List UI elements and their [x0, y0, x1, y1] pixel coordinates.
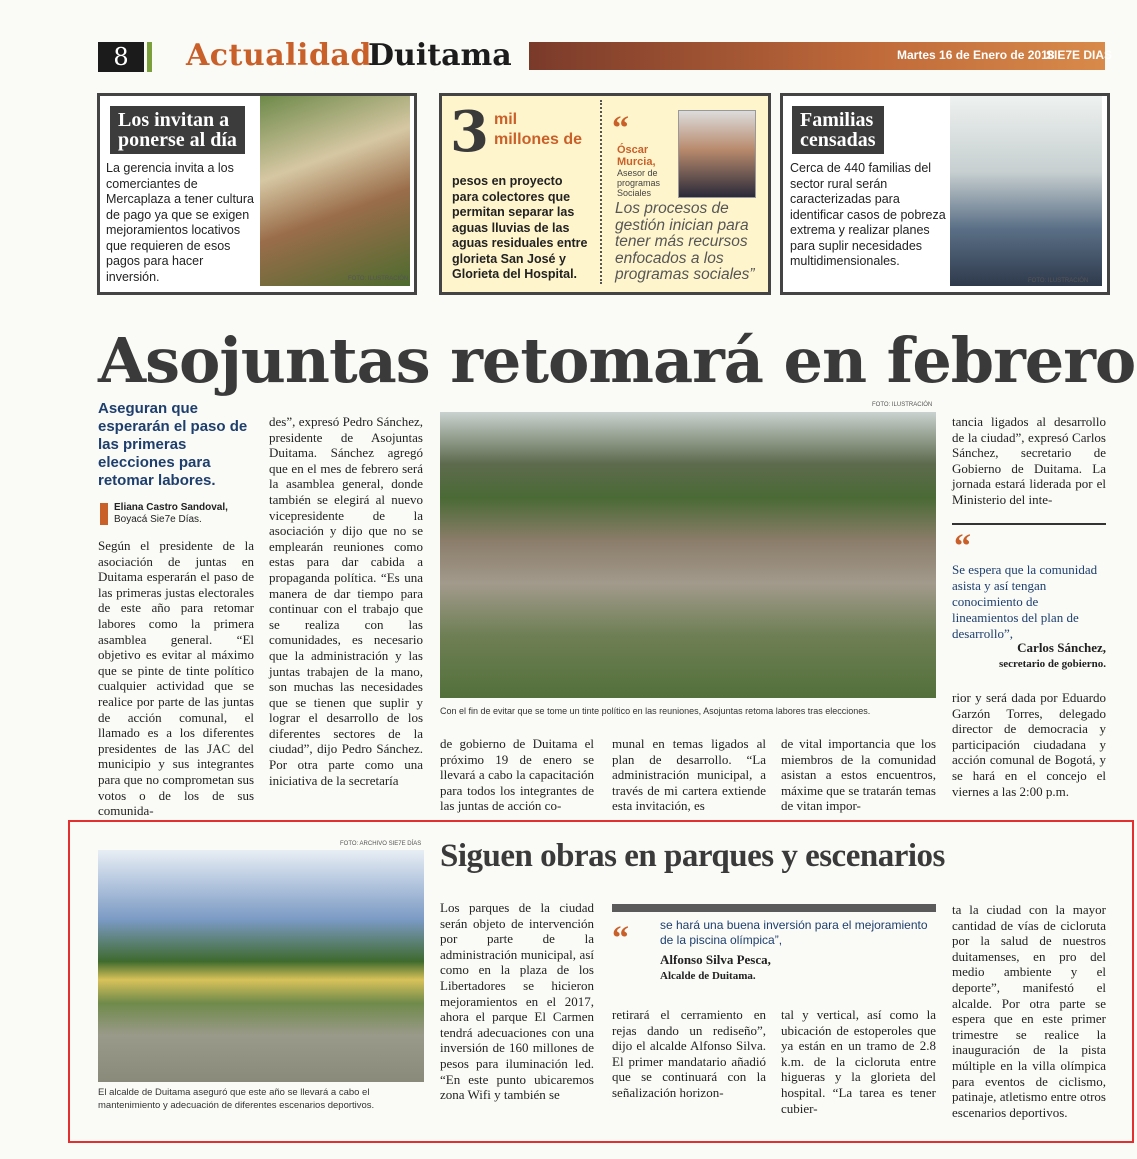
box-text: Cerca de 440 familias del sector rural serán caracterizadas para identificar casos de pobreza extrema y realizar planes para suplir necesidades multidimensionales. [790, 161, 946, 268]
pull-quote: se hará una buena inversión para el mejoramiento de la piscina olímpica”, [660, 918, 928, 947]
box-tag-line1: Los invitan a [118, 109, 230, 131]
photo-credit: FOTO: ARCHIVO SIE7E DÍAS [340, 841, 422, 847]
divider [600, 100, 602, 284]
person-name-1: Óscar [617, 144, 649, 156]
author-marker [100, 503, 108, 525]
person-role: Asesor de programas Sociales [617, 168, 661, 198]
quote-icon: “ [612, 920, 629, 957]
article-column-3: tal y vertical, así como la ubicación de estoperoles que ya están en un tramo de 2.8 k.m. de la cicloruta entre higueras y la glorieta del hospital. “La tarea es tener cubier- [781, 1007, 936, 1116]
box-tag-line2: censadas [800, 129, 876, 151]
photo-credit: FOTO: ILUSTRACIÓN [1028, 278, 1089, 284]
photo-credit: FOTO: ILUSTRACIÓN [872, 402, 933, 408]
big-number: 3 [450, 99, 489, 165]
quote-icon: “ [612, 110, 629, 147]
article-column-2: retirará el cerramiento en rejas dando un rediseño”, dijo el alcalde Alfonso Silva. El primer mandatario añadió que se continuará con la señalización horizon- [612, 1007, 766, 1100]
article-column-1: Según el presidente de la asociación de juntas en Duitama esperarán el paso de las primeras justas electorales de este año para retomar labores como la primera asamblea general. “El objetivo es evitar al máximo que se pinte de tinte político cualquier actividad que se realice por parte de las juntas de acción comunal, el llamado es a los diferentes presidentes de las JAC del municipio y sus integrantes para que no comprometan sus votos o de los de sus comunida- [98, 538, 254, 819]
quote-icon: “ [954, 528, 971, 565]
article-column-4: munal en temas ligados al plan de desarrollo. “La administración municipal, a través de mi cartera extiende esta invitación, es [612, 736, 766, 814]
number-label-line1: mil [494, 111, 518, 128]
box-tag [792, 106, 884, 154]
photo-caption: Con el fin de evitar que se tome un tinte político en las reuniones, Asojuntas retoma labores tras elecciones. [440, 706, 871, 716]
article-column-5: de vital importancia que los miembros de la comunidad asistan a estos encuentros, máxime que se tratarán temas de vitan impor- [781, 736, 936, 814]
page-number: 8 [98, 42, 144, 72]
quote-role: secretario de gobierno. [998, 658, 1106, 670]
quote-attribution [660, 952, 930, 984]
article-column-6: tancia ligados al desarrollo de la ciudad”, expresó Carlos Sánchez, secretario de Gobierno de Duitama. La jornada estará liderada por el Ministerio del inte- [952, 414, 1106, 507]
divider [952, 523, 1106, 525]
box-tag-line2: ponerse al día [118, 129, 237, 151]
quote-name: Alfonso Silva Pesca, [660, 952, 771, 967]
section-title-part2: Duitama [368, 38, 512, 73]
person-name-2: Murcia, [617, 156, 656, 168]
section-title-part1: Actualidad [186, 38, 372, 73]
header-brand: SIE7E DIAS [1046, 48, 1113, 62]
market-photo [260, 96, 410, 286]
second-headline: Siguen obras en parques y escenarios [440, 838, 945, 874]
article-lead: Aseguran que esperarán el paso de las primeras elecciones para retomar labores. [98, 400, 248, 489]
author-name: Eliana Castro Sandoval, [114, 502, 228, 513]
photo-credit: FOTO: ILUSTRACIÓN [348, 276, 409, 282]
city-aerial-photo [440, 412, 936, 698]
quote-role: Alcalde de Duitama. [660, 970, 756, 982]
figure-text: pesos en proyecto para colectores que permitan separar las aguas lluvias de las aguas residuales entre glorieta San José y Glorieta del Hospital. [452, 174, 588, 281]
article-column-3: de gobierno de Duitama el próximo 19 de enero se llevará a cabo la capacitación para todos los integrantes de las juntas de acción co- [440, 736, 594, 814]
photo-caption: El alcalde de Duitama aseguró que este año se llevará a cabo el mantenimiento y adecuación de diferentes escenarios deportivos. [98, 1087, 375, 1111]
families-photo [950, 96, 1102, 286]
article-column-6-bottom: rior y será dada por Eduardo Garzón Torres, delegado director de democracia y participación ciudadana y acción comunal de Bogotá, y se hará en el concejo el viernes a las 2:00 p.m. [952, 690, 1106, 799]
pull-quote: Se espera que la comunidad asista y así tengan conocimiento de lineamientos del plan de desarrollo”, [952, 562, 1098, 641]
article-column-1: Los parques de la ciudad serán objeto de intervención por parte de la administración municipal, así como en la plaza de los Libertadores se hicieron mejoramientos en el 2017, ahora el parque El Carmen tendrá adecuaciones con una inversión de 160 millones de pesos para iluminación led. “En este punto ubicaremos zona Wifi y también se [440, 900, 594, 1103]
article-column-2: des”, expresó Pedro Sánchez, presidente de Asojuntas Duitama. Sánchez agregó que en el mes de febrero será la asamblea general, donde también se elegirá al nuevo vicepresidente de la asociación y dijo que no se emplearán reuniones como estas para dar cabida a propaganda política. “Es una manera de dar tiempo para continuar con el trabajo que se realiza con las comunidades, es necesario que la administración y las juntas trabajen de la mano, son muchas las necesidades que se tienen que suplir y lograr el desarrollo de los diferentes sectores de la ciudad”, dijo Pedro Sánchez. Por otra parte como una iniciativa de la secretaría [269, 414, 423, 788]
box-quote-text: Los procesos de gestión inician para tener más recursos enfocados a los programas sociales” [615, 200, 755, 283]
article-column-4: ta la ciudad con la mayor cantidad de vías de cicloruta por la salud de nuestros duitamenses, en pro del medio ambiente y el deporte”, manifestó el alcalde. Por otra parte se espera que en este primer trimestre se realice la inauguración de la pista múltiple en la villa olímpica para eventos de ciclismo, patinaje, atletismo entre otros escenarios deportivos. [952, 902, 1106, 1120]
box-text: La gerencia invita a los comerciantes de Mercaplaza a tener cultura de pago ya que se exigen mejoramientos locativos que requieren de esos pagos para hacer inversión. [106, 161, 254, 284]
portrait-photo [678, 110, 756, 198]
main-headline: Asojuntas retomará en febrero [98, 324, 1136, 397]
box-tag-line1: Familias [800, 109, 874, 131]
quote-name: Carlos Sánchez, [1017, 640, 1106, 655]
box-tag [110, 106, 245, 154]
author-byline [114, 502, 228, 526]
stadium-photo [98, 850, 424, 1082]
number-label [494, 110, 582, 150]
quote-attribution [952, 640, 1106, 672]
author-outlet: Boyacá Sie7e Días. [114, 514, 202, 525]
header-date: Martes 16 de Enero de 2018 [897, 48, 1055, 62]
number-label-line2: millones de [494, 131, 583, 148]
quote-person [617, 144, 679, 198]
